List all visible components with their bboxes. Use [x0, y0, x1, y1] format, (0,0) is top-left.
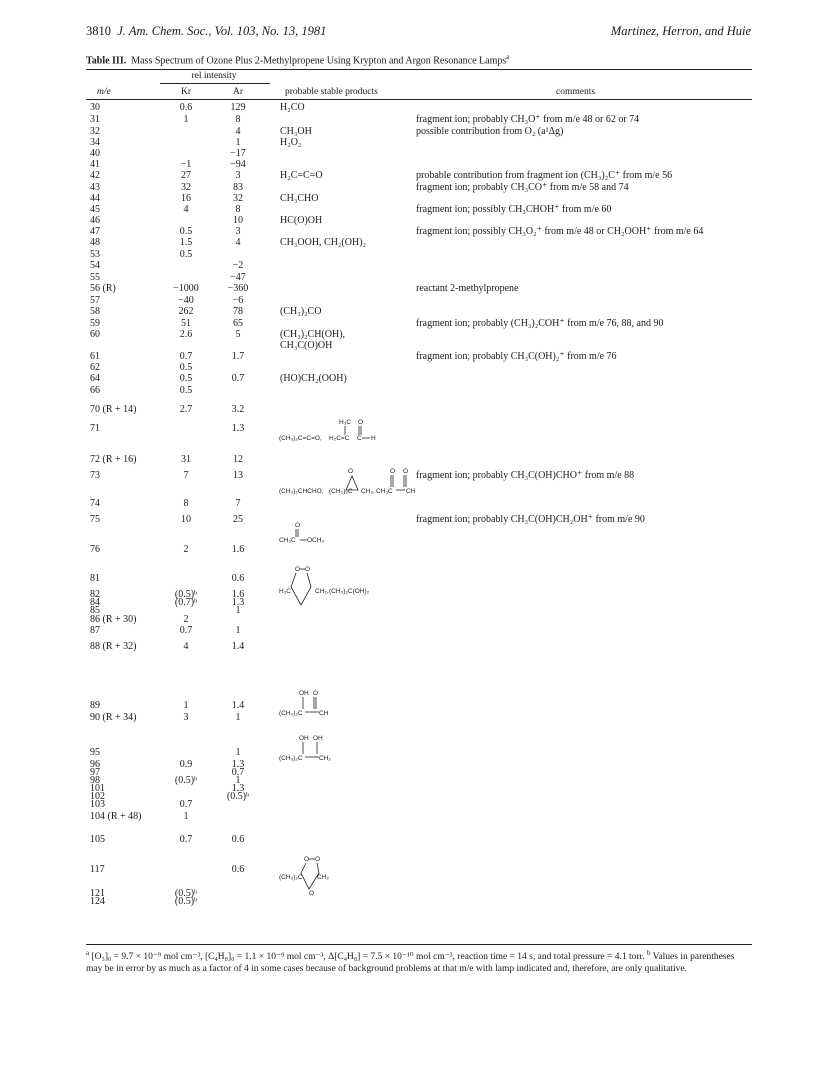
cell-kr: 3	[183, 712, 189, 723]
s72-text-a: (CH₃)₂CHCHO,	[279, 488, 324, 495]
cell-ar: 3	[235, 226, 241, 237]
cell-ar: 0.7	[231, 373, 245, 384]
cell-ar: 13	[233, 470, 243, 481]
cell-ar: 32	[233, 193, 243, 204]
cell-ar: 0.6	[231, 834, 245, 845]
cell-co: fragment ion; probably CH₃C(OH)CHO⁺ from m/e 88	[416, 470, 635, 481]
authors: Martinez, Herron, and Huie	[610, 24, 751, 38]
cell-me: 101	[90, 783, 105, 794]
cell-kr: 0.5	[179, 249, 193, 260]
cell-pr: (HO)CH₂(OOH)	[280, 373, 347, 384]
col-group-rel-intensity: rel intensity	[191, 71, 237, 81]
cell-kr: 1	[183, 700, 189, 711]
footnote-a-mark: a	[86, 949, 90, 957]
cell-me: 96	[90, 759, 100, 770]
cell-kr: 27	[181, 170, 191, 181]
cell-ar: 1.7	[231, 351, 245, 362]
cell-me: 66	[90, 385, 100, 396]
cell-me: 59	[90, 318, 100, 329]
col-group-rule	[160, 83, 270, 84]
cell-kr: (0.7)ᵇ	[174, 597, 198, 608]
cell-ar: 7	[235, 498, 241, 509]
cell-ar: (0.5)ᵇ	[226, 791, 250, 802]
cell-ar: 8	[235, 114, 241, 125]
cell-co: fragment ion; probably CH₃C(OH)₂⁺ from m/e 76	[416, 351, 617, 362]
table-caption	[86, 53, 766, 66]
cell-ar: 1.3	[231, 759, 245, 770]
cell-ar: 1.6	[231, 544, 245, 555]
cell-me: 46	[90, 215, 100, 226]
cell-pr: H₂O₂	[280, 137, 302, 148]
cell-me: 121	[90, 888, 105, 899]
s76-text-o2: O	[305, 566, 311, 573]
cell-me: 53	[90, 249, 100, 260]
cell-me: 61	[90, 351, 100, 362]
structure-88	[279, 690, 349, 722]
s88-text-b: CH	[319, 710, 329, 717]
cell-me: 48	[90, 237, 100, 248]
cell-pr: HC(O)OH	[280, 215, 323, 226]
structure-72	[279, 467, 419, 499]
cell-me: 102	[90, 791, 105, 802]
cell-kr: −40	[178, 295, 194, 306]
cell-co: possible contribution from O₂ (a¹Δg)	[416, 126, 564, 137]
cell-ar: 3	[235, 170, 241, 181]
cell-ar: 4	[235, 126, 241, 137]
cell-ar: 10	[233, 215, 243, 226]
cell-ar: 1.3	[231, 783, 245, 794]
cell-me: 40	[90, 148, 100, 159]
caption-footnote-mark: a	[506, 53, 510, 61]
footnote-b-mark: b	[646, 949, 651, 957]
cell-co: fragment ion; probably (CH₃)₂COH⁺ from m/e 76, 88, and 90	[416, 318, 664, 329]
cell-kr: 10	[181, 514, 191, 525]
cell-pr: (CH₃)₂CH(OH),	[280, 329, 346, 340]
s104-text-o2: O	[315, 856, 321, 863]
cell-kr: 51	[181, 318, 191, 329]
cell-me: 54	[90, 260, 100, 271]
cell-kr: (0.5)ᵇ	[174, 896, 198, 907]
s72-text-d: CH₃C	[376, 488, 393, 495]
cell-me: 70 (R + 14)	[90, 404, 137, 415]
cell-pr: CH₃OOH, CH₂(OH)₂	[280, 237, 367, 248]
s74-text-a: CH₃C	[279, 537, 296, 544]
cell-me: 72 (R + 16)	[90, 454, 137, 465]
cell-co: fragment ion; possibly CH₃CHOH⁺ from m/e 60	[416, 204, 612, 215]
s70-text-c: C	[357, 435, 362, 442]
cell-me: 98	[90, 775, 100, 786]
cell-co: fragment ion; possibly CH₃O₂⁺ from m/e 48 or CH₂OOH⁺ from m/e 64	[416, 226, 704, 237]
cell-kr: 0.5	[179, 385, 193, 396]
cell-ar: −47	[230, 272, 246, 283]
cell-me: 82	[90, 589, 100, 600]
cell-ar: 0.6	[231, 864, 245, 875]
cell-me: 88 (R + 32)	[90, 641, 137, 652]
cell-ar: 8	[235, 204, 241, 215]
table-title: Mass Spectrum of Ozone Plus 2-Methylpropene Using Krypton and Argon Resonance Lamps	[131, 55, 507, 67]
s90-text-oh1: OH	[299, 735, 309, 742]
cell-me: 31	[90, 114, 100, 125]
cell-me: 41	[90, 159, 100, 170]
cell-co: fragment ion; probably CH₃CO⁺ from m/e 58 and 74	[416, 182, 629, 193]
cell-kr: 1	[183, 811, 189, 822]
s72-text-o1: O	[348, 468, 354, 475]
cell-me: 74	[90, 498, 100, 509]
cell-kr: 2.7	[179, 404, 193, 415]
journal-name: J. Am. Chem. Soc., Vol. 103, No. 13, 1981	[117, 24, 327, 38]
cell-ar: 1.3	[231, 423, 245, 434]
cell-co: probable contribution from fragment ion (CH₃)₂C⁺ from m/e 56	[416, 170, 673, 181]
s70-text-d: H	[371, 435, 376, 442]
cell-ar: 1	[235, 137, 241, 148]
footnote-b: Values in parentheses may be in error by as much as a factor of 4 in some cases because of background problems at that m/e with lamp indicated and, therefore, are only qualitative.	[86, 952, 737, 974]
cell-co: fragment ion; probably CH₃C(OH)CH₂OH⁺ from m/e 90	[416, 514, 645, 525]
cell-kr: 0.7	[179, 834, 193, 845]
cell-ar: 129	[230, 102, 246, 113]
cell-ar: 1	[235, 712, 241, 723]
cell-me: 105	[90, 834, 105, 845]
col-header-kr: Kr	[180, 87, 192, 97]
cell-me: 62	[90, 362, 100, 373]
s90-text-oh2: OH	[313, 735, 323, 742]
cell-pr: CH₃C(O)OH	[280, 340, 333, 351]
cell-ar: 4	[235, 237, 241, 248]
cell-ar: 65	[233, 318, 243, 329]
cell-me: 45	[90, 204, 100, 215]
cell-kr: 0.7	[179, 625, 193, 636]
s74-text-b: OCH₃	[307, 537, 325, 544]
cell-me: 76	[90, 544, 100, 555]
cell-me: 84	[90, 597, 100, 608]
cell-kr: −1000	[173, 283, 199, 294]
cell-kr: 0.6	[179, 102, 193, 113]
cell-me: 30	[90, 102, 100, 113]
journal-citation	[86, 24, 326, 39]
cell-ar: 1	[235, 747, 241, 758]
s88-text-a: (CH₃)₂C	[279, 710, 303, 717]
s104-text-o1: O	[304, 856, 310, 863]
cell-ar: 1.4	[231, 700, 245, 711]
s88-text-oh: OH	[299, 690, 309, 697]
s104-text-o3: O	[309, 890, 315, 897]
cell-pr: (CH₃)₂CO	[280, 306, 322, 317]
cell-ar: 1.6	[231, 589, 245, 600]
cell-ar: 3.2	[231, 404, 245, 415]
cell-ar: −2	[232, 260, 244, 271]
s70-text-o: O	[358, 419, 364, 426]
cell-me: 75	[90, 514, 100, 525]
structure-70	[279, 418, 399, 446]
cell-me: 104 (R + 48)	[90, 811, 142, 822]
cell-me: 56 (R)	[90, 283, 116, 294]
cell-ar: 1	[235, 605, 241, 616]
cell-me: 34	[90, 137, 100, 148]
cell-kr: (0.5)ᵇ	[174, 589, 198, 600]
table-top-rule	[86, 69, 752, 70]
col-header-products: probable stable products	[285, 87, 378, 97]
structure-90	[279, 735, 349, 767]
s74-text-o: O	[295, 522, 301, 529]
s76-text-c: (CH₃)₂C(OH)₂	[329, 588, 370, 595]
cell-me: 64	[90, 373, 100, 384]
cell-kr: (0.5)ᵇ	[174, 775, 198, 786]
cell-ar: −6	[232, 295, 244, 306]
cell-me: 81	[90, 573, 100, 584]
cell-me: 58	[90, 306, 100, 317]
cell-co: reactant 2-methylpropene	[416, 283, 519, 294]
cell-ar: 1	[235, 775, 241, 786]
cell-me: 89	[90, 700, 100, 711]
s76-text-b: CH₂,	[315, 588, 329, 595]
s88-text-o: O	[313, 690, 319, 697]
s72-text-c: CH₂,	[361, 488, 375, 495]
structure-74	[279, 522, 349, 550]
cell-kr: 262	[178, 306, 194, 317]
cell-ar: 25	[233, 514, 243, 525]
cell-kr: 31	[181, 454, 191, 465]
s70-text-h3c: H₃C	[339, 419, 352, 426]
cell-kr: 0.5	[179, 373, 193, 384]
cell-me: 43	[90, 182, 100, 193]
cell-ar: −17	[230, 148, 246, 159]
s70-text-b: H₂C=C	[329, 435, 350, 442]
page-number: 3810	[86, 24, 111, 38]
cell-me: 42	[90, 170, 100, 181]
footnote-a: [O₃]₀ = 9.7 × 10⁻⁹ mol cm⁻³, [C₄H₈]₀ = 1.1 × 10⁻⁹ mol cm⁻³, Δ[C₄H₈] = 7.5 × 10⁻¹⁰ mol cm⁻³, reaction time = 14 s, and total pressure = 4.1 torr.	[89, 952, 647, 963]
cell-kr: 0.7	[179, 351, 193, 362]
cell-pr: CH₃CHO	[280, 193, 319, 204]
s72-text-o3: O	[403, 468, 409, 475]
cell-kr: −1	[180, 159, 192, 170]
table-label: Table III.	[86, 55, 127, 67]
cell-me: 73	[90, 470, 100, 481]
s90-text-b: CH₂	[319, 755, 331, 762]
cell-me: 97	[90, 767, 100, 778]
cell-ar: 0.6	[231, 573, 245, 584]
cell-me: 87	[90, 625, 100, 636]
footnotes	[86, 948, 751, 975]
cell-kr: 7	[183, 470, 189, 481]
cell-me: 86 (R + 30)	[90, 614, 137, 625]
s104-text-a: (CH₃)₂C	[279, 874, 303, 881]
s72-text-e: CH	[406, 488, 416, 495]
structure-104	[279, 855, 349, 899]
cell-me: 44	[90, 193, 100, 204]
cell-kr: 0.7	[179, 799, 193, 810]
structure-76	[279, 565, 389, 611]
cell-ar: 1	[235, 625, 241, 636]
cell-kr: 0.9	[179, 759, 193, 770]
cell-me: 47	[90, 226, 100, 237]
s70-text-a: (CH₃)₂C=C=O,	[279, 435, 322, 442]
col-header-comments: comments	[556, 87, 596, 97]
cell-ar: −94	[230, 159, 246, 170]
table-bottom-rule	[86, 944, 752, 945]
cell-kr: 4	[183, 641, 189, 652]
cell-ar: 0.7	[231, 767, 245, 778]
cell-kr: 4	[183, 204, 189, 215]
cell-ar: −360	[227, 283, 249, 294]
cell-pr: CH₃OH	[280, 126, 312, 137]
cell-ar: 78	[233, 306, 243, 317]
cell-me: 60	[90, 329, 100, 340]
cell-me: 90 (R + 34)	[90, 712, 137, 723]
cell-co: fragment ion; probably CH₃O⁺ from m/e 48 or 62 or 74	[416, 114, 640, 125]
cell-ar: 5	[235, 329, 241, 340]
col-header-me: m/e	[97, 87, 111, 97]
header-bottom-rule	[86, 99, 752, 100]
cell-kr: 0.5	[179, 226, 193, 237]
s90-text-a: (CH₃)₂C	[279, 755, 303, 762]
cell-kr: 16	[181, 193, 191, 204]
cell-me: 55	[90, 272, 100, 283]
cell-me: 32	[90, 126, 100, 137]
cell-me: 117	[90, 864, 105, 875]
s72-text-b: (CH₃)₂C	[329, 488, 353, 495]
cell-me: 85	[90, 605, 100, 616]
cell-me: 57	[90, 295, 100, 306]
cell-kr: 8	[183, 498, 189, 509]
cell-pr: H₂CO	[280, 102, 305, 113]
s76-text-a: H₂C	[279, 588, 291, 595]
cell-me: 71	[90, 423, 100, 434]
cell-kr: 2.6	[179, 329, 193, 340]
cell-kr: 0.5	[179, 362, 193, 373]
cell-ar: 12	[233, 454, 243, 465]
cell-kr: 1	[183, 114, 189, 125]
cell-kr: (0.5)ᵇ	[174, 888, 198, 899]
cell-me: 103	[90, 799, 105, 810]
cell-pr: H₂C=C=O	[280, 170, 323, 181]
s72-text-o2: O	[390, 468, 396, 475]
cell-kr: 32	[181, 182, 191, 193]
cell-kr: 1.5	[179, 237, 193, 248]
s76-text-o1: O	[295, 566, 301, 573]
cell-me: 95	[90, 747, 100, 758]
cell-ar: 83	[233, 182, 243, 193]
col-header-ar: Ar	[232, 87, 244, 97]
cell-ar: 1.3	[231, 597, 245, 608]
s104-text-b: CH₂	[317, 874, 329, 881]
cell-kr: 2	[183, 614, 189, 625]
cell-kr: 2	[183, 544, 189, 555]
cell-ar: 1.4	[231, 641, 245, 652]
cell-me: 124	[90, 896, 105, 907]
